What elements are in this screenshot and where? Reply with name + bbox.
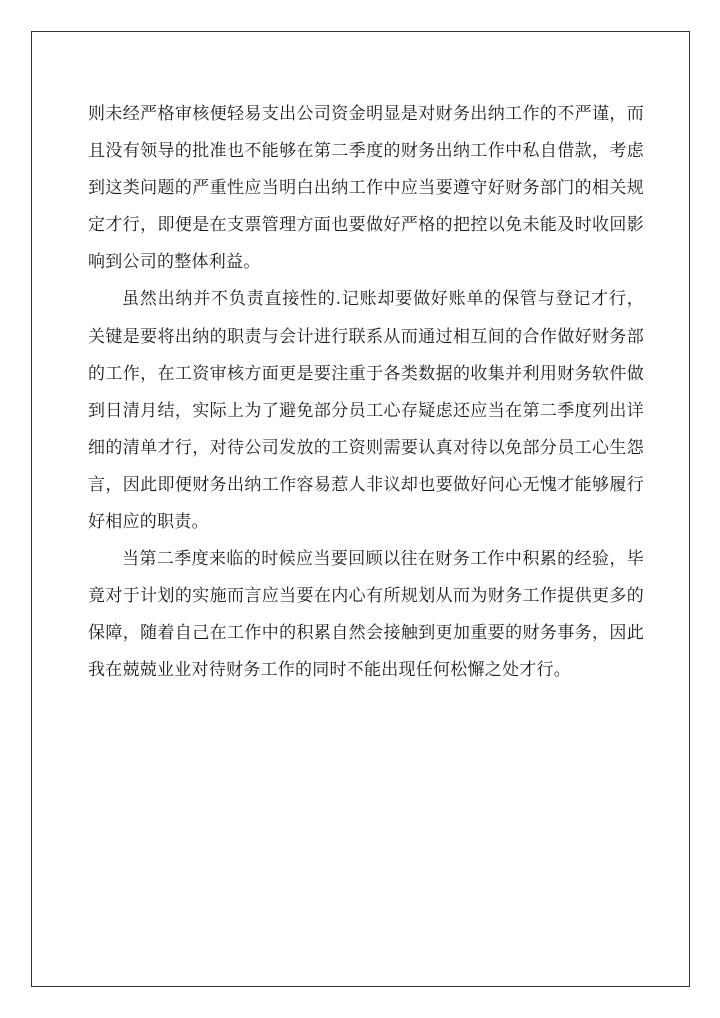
paragraph-2: 虽然出纳并不负责直接性的.记账却要做好账单的保管与登记才行，关键是要将出纳的职责与会计进行联系从而通过相互间的合作做好财务部的工作，在工资审核方面更是要注重于各类数据的收集并利用财务软件做到日清月结，实际上为了避免部分员工心存疑虑还应当在第二季度列出详细的清单才行，对待公司发放的工资则需要认真对待以免部分员工心生怨言，因此即便财务出纳工作容易惹人非议却也要做好问心无愧才能够履行好相应的职责。 [88, 289, 644, 533]
paragraph-3: 当第二季度来临的时候应当要回顾以往在财务工作中积累的经验，毕竟对于计划的实施而言应当要在内心有所规划从而为财务工作提供更多的保障，随着自己在工作中的积累自然会接触到更加重要的财务事务，因此我在兢兢业业对待财务工作的同时不能出现任何松懈之处才行。 [88, 549, 644, 681]
document-body [88, 96, 644, 690]
paragraph-1: 则未经严格审核便轻易支出公司资金明显是对财务出纳工作的不严谨，而且没有领导的批准也不能够在第二季度的财务出纳工作中私自借款，考虑到这类问题的严重性应当明白出纳工作中应当要遵守好财务部门的相关规定才行，即便是在支票管理方面也要做好严格的把控以免未能及时收回影响到公司的整体利益。 [88, 104, 644, 273]
